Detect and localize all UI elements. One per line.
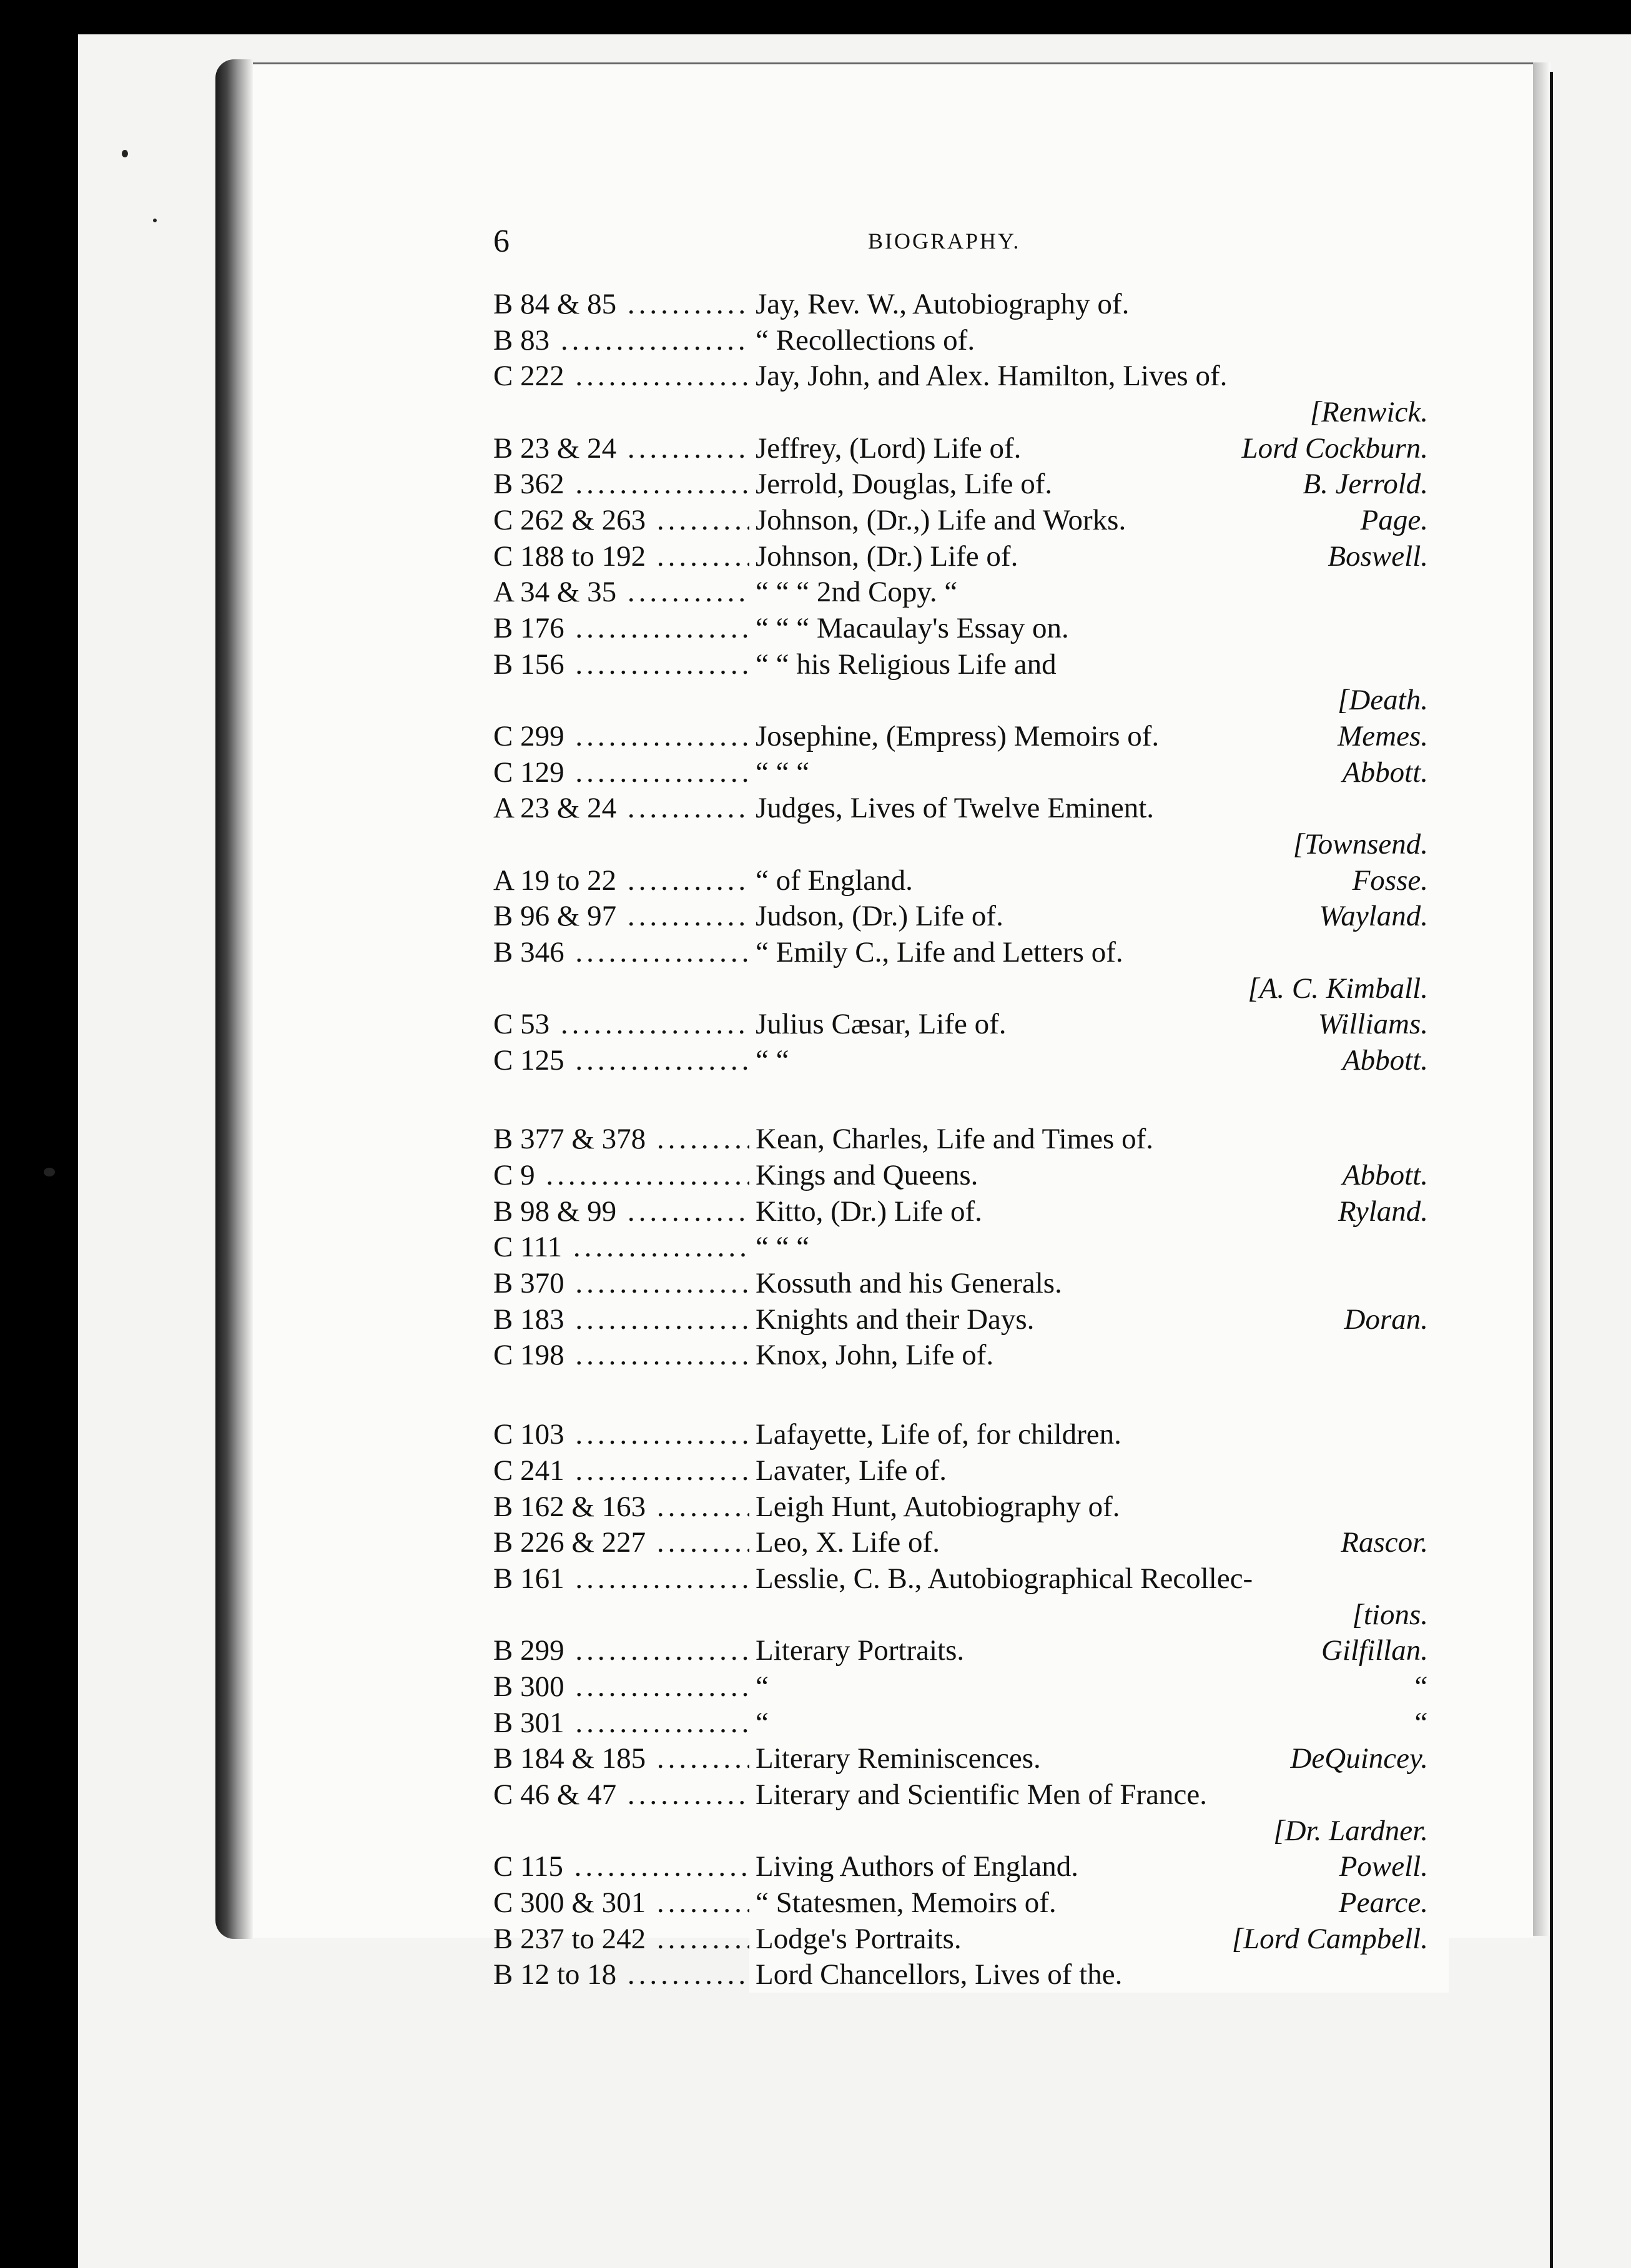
call-number: B 98 & 99 .....	[493, 1193, 756, 1230]
entry-author: [Lord Campbell.	[1221, 1921, 1428, 1957]
call-number: C 129 .....	[493, 754, 756, 791]
entry-title: “ Emily C., Life and Letters of.	[749, 934, 1449, 970]
entry-title: “	[749, 1669, 1449, 1705]
catalog-entry	[0, 1921, 1631, 1957]
entry-title: Leigh Hunt, Autobiography of.	[749, 1489, 1449, 1525]
entry-author: Powell.	[1328, 1848, 1428, 1885]
call-number: B 377 & 378 .....	[493, 1121, 756, 1157]
call-number: B 300 .....	[493, 1669, 756, 1705]
entry-title: Lodge's Portraits.	[749, 1921, 1449, 1957]
catalog-entry	[0, 286, 1631, 322]
call-number: C 46 & 47 .....	[493, 1777, 756, 1813]
entry-title: Jay, Rev. W., Autobiography of.	[749, 286, 1449, 322]
catalog-entry	[0, 322, 1631, 358]
call-number: B 346 .....	[493, 934, 756, 970]
catalog-entry	[0, 1956, 1631, 1993]
entry-continuation	[0, 1597, 1631, 1633]
catalog-entry	[0, 934, 1631, 970]
catalog-entry	[0, 754, 1631, 791]
call-number: B 23 & 24 .....	[493, 430, 756, 466]
call-number: B 370 .....	[493, 1265, 756, 1301]
entry-author: [Death.	[1326, 682, 1428, 718]
call-number: C 188 to 192 .....	[493, 538, 756, 574]
entry-author: “	[1401, 1669, 1428, 1705]
call-number: B 161 .....	[493, 1560, 756, 1597]
catalog-entry	[0, 718, 1631, 754]
call-number: C 300 & 301 .....	[493, 1885, 756, 1921]
entry-continuation	[0, 1813, 1631, 1849]
call-number: C 115 .....	[493, 1848, 756, 1885]
catalog-entry	[0, 862, 1631, 899]
entry-author: [tions.	[1341, 1597, 1428, 1633]
entry-title: “ Recollections of.	[749, 322, 1449, 358]
entry-author: “	[1401, 1705, 1428, 1741]
entry-author: Boswell.	[1316, 538, 1428, 574]
call-number: C 241 .....	[493, 1452, 756, 1489]
catalog-entry	[0, 574, 1631, 610]
catalog-entry	[0, 1193, 1631, 1230]
call-number: A 23 & 24 .....	[493, 790, 756, 826]
entry-author: [Townsend.	[1282, 826, 1428, 862]
entry-author: Lord Cockburn.	[1230, 430, 1428, 466]
entry-title: Literary and Scientific Men of France.	[749, 1777, 1449, 1813]
entry-author: DeQuincey.	[1279, 1740, 1428, 1777]
entry-title: Lavater, Life of.	[749, 1452, 1449, 1489]
call-number: C 103 .....	[493, 1416, 756, 1452]
call-number: B 96 & 97 .....	[493, 898, 756, 934]
catalog-entry	[0, 1740, 1631, 1777]
catalog-entry	[0, 1669, 1631, 1705]
entry-title: “ “ “	[749, 1229, 1449, 1265]
catalog-entry	[0, 898, 1631, 934]
entry-title: Literary Reminiscences.	[749, 1740, 1449, 1777]
entry-author: Gilfillan.	[1310, 1632, 1428, 1669]
entry-author: [A. C. Kimball.	[1236, 970, 1428, 1007]
entry-author: Ryland.	[1327, 1193, 1428, 1230]
entry-title: “ “ his Religious Life and	[749, 646, 1449, 683]
entry-title: “ of England.	[749, 862, 1449, 899]
catalog-entry	[0, 790, 1631, 826]
entry-title: “ “ “	[749, 754, 1449, 791]
catalog-entry	[0, 358, 1631, 394]
catalog-entry	[0, 610, 1631, 646]
catalog-entry	[0, 1042, 1631, 1078]
call-number: B 83 .....	[493, 322, 756, 358]
call-number: C 222 .....	[493, 358, 756, 394]
call-number: B 162 & 163 .....	[493, 1489, 756, 1525]
call-number: B 183 .....	[493, 1301, 756, 1338]
entry-title: Knights and their Days.	[749, 1301, 1449, 1338]
catalog-entry	[0, 1337, 1631, 1373]
entry-author: Abbott.	[1331, 1157, 1428, 1193]
entry-title: Julius Cæsar, Life of.	[749, 1006, 1449, 1042]
entry-title: Kitto, (Dr.) Life of.	[749, 1193, 1449, 1230]
catalog-entry	[0, 1229, 1631, 1265]
entry-title: Jay, John, and Alex. Hamilton, Lives of.	[749, 358, 1449, 394]
catalog-entry	[0, 1265, 1631, 1301]
entry-continuation	[0, 682, 1631, 718]
catalog-entry	[0, 1157, 1631, 1193]
entry-author: B. Jerrold.	[1291, 466, 1428, 502]
catalog-entry	[0, 430, 1631, 466]
call-number: B 176 .....	[493, 610, 756, 646]
call-number: A 34 & 35 .....	[493, 574, 756, 610]
catalog-entry	[0, 538, 1631, 574]
entry-title: Lesslie, C. B., Autobiographical Recollec-	[749, 1560, 1449, 1597]
call-number: C 111 .....	[493, 1229, 756, 1265]
call-number: B 237 to 242 .....	[493, 1921, 756, 1957]
entry-author: Memes.	[1326, 718, 1428, 754]
entry-author: Wayland.	[1308, 898, 1428, 934]
entry-author: Doran.	[1333, 1301, 1428, 1338]
entry-title: Judson, (Dr.) Life of.	[749, 898, 1449, 934]
page-number: 6	[493, 224, 510, 259]
entry-title: “	[749, 1705, 1449, 1741]
entry-author: Pearce.	[1328, 1885, 1428, 1921]
call-number: B 362 .....	[493, 466, 756, 502]
entry-continuation	[0, 826, 1631, 862]
catalog-entry	[0, 502, 1631, 538]
entry-author: Page.	[1349, 502, 1428, 538]
entry-title: “ “	[749, 1042, 1449, 1078]
catalog-entry	[0, 1006, 1631, 1042]
entry-author: Williams.	[1307, 1006, 1428, 1042]
call-number: B 12 to 18 .....	[493, 1956, 756, 1993]
catalog-entry	[0, 1416, 1631, 1452]
call-number: C 262 & 263 .....	[493, 502, 756, 538]
entry-title: Knox, John, Life of.	[749, 1337, 1449, 1373]
entry-author: Rascor.	[1329, 1524, 1428, 1560]
call-number: A 19 to 22 .....	[493, 862, 756, 899]
entry-title: Kean, Charles, Life and Times of.	[749, 1121, 1449, 1157]
entry-author: [Dr. Lardner.	[1262, 1813, 1428, 1849]
call-number: B 184 & 185 .....	[493, 1740, 756, 1777]
catalog-entry	[0, 646, 1631, 683]
call-number: B 299 .....	[493, 1632, 756, 1669]
entry-title: “ Statesmen, Memoirs of.	[749, 1885, 1449, 1921]
call-number: C 299 .....	[493, 718, 756, 754]
call-number: C 9 .....	[493, 1157, 756, 1193]
catalog-entry	[0, 1121, 1631, 1157]
catalog-entry	[0, 1705, 1631, 1741]
entry-continuation	[0, 394, 1631, 430]
entry-author: Abbott.	[1331, 1042, 1428, 1078]
entry-continuation	[0, 970, 1631, 1007]
catalog-entry	[0, 1885, 1631, 1921]
entry-title: Kossuth and his Generals.	[749, 1265, 1449, 1301]
entry-author: Abbott.	[1331, 754, 1428, 791]
call-number: B 84 & 85 .....	[493, 286, 756, 322]
call-number: C 53 .....	[493, 1006, 756, 1042]
call-number: C 125 .....	[493, 1042, 756, 1078]
catalog-entry	[0, 1777, 1631, 1813]
catalog-entry	[0, 1524, 1631, 1560]
entry-title: “ “ “ 2nd Copy. “	[749, 574, 1449, 610]
catalog-entry	[0, 1301, 1631, 1338]
entry-author: Fosse.	[1341, 862, 1428, 899]
running-head: BIOGRAPHY.	[868, 229, 1021, 254]
entry-title: Johnson, (Dr.,) Life and Works.	[749, 502, 1449, 538]
entry-title: Leo, X. Life of.	[749, 1524, 1449, 1560]
entry-title: Jerrold, Douglas, Life of.	[749, 466, 1449, 502]
entry-title: “ “ “ Macaulay's Essay on.	[749, 610, 1449, 646]
entry-title: Lord Chancellors, Lives of the.	[749, 1956, 1449, 1993]
entry-title: Judges, Lives of Twelve Eminent.	[749, 790, 1449, 826]
entry-author: [Renwick.	[1299, 394, 1428, 430]
catalog-entry	[0, 1489, 1631, 1525]
entry-title: Lafayette, Life of, for children.	[749, 1416, 1449, 1452]
catalog-entry	[0, 1452, 1631, 1489]
call-number: B 226 & 227 .....	[493, 1524, 756, 1560]
entry-title: Josephine, (Empress) Memoirs of.	[749, 718, 1449, 754]
call-number: B 156 .....	[493, 646, 756, 683]
catalog-entry	[0, 1848, 1631, 1885]
entry-title: Literary Portraits.	[749, 1632, 1449, 1669]
entry-title: Living Authors of England.	[749, 1848, 1449, 1885]
call-number: C 198 .....	[493, 1337, 756, 1373]
entry-title: Jeffrey, (Lord) Life of.	[749, 430, 1449, 466]
catalog-entry	[0, 1632, 1631, 1669]
entry-title: Johnson, (Dr.) Life of.	[749, 538, 1449, 574]
catalog-entry	[0, 1560, 1631, 1597]
entry-title: Kings and Queens.	[749, 1157, 1449, 1193]
call-number: B 301 .....	[493, 1705, 756, 1741]
catalog-entry	[0, 466, 1631, 502]
